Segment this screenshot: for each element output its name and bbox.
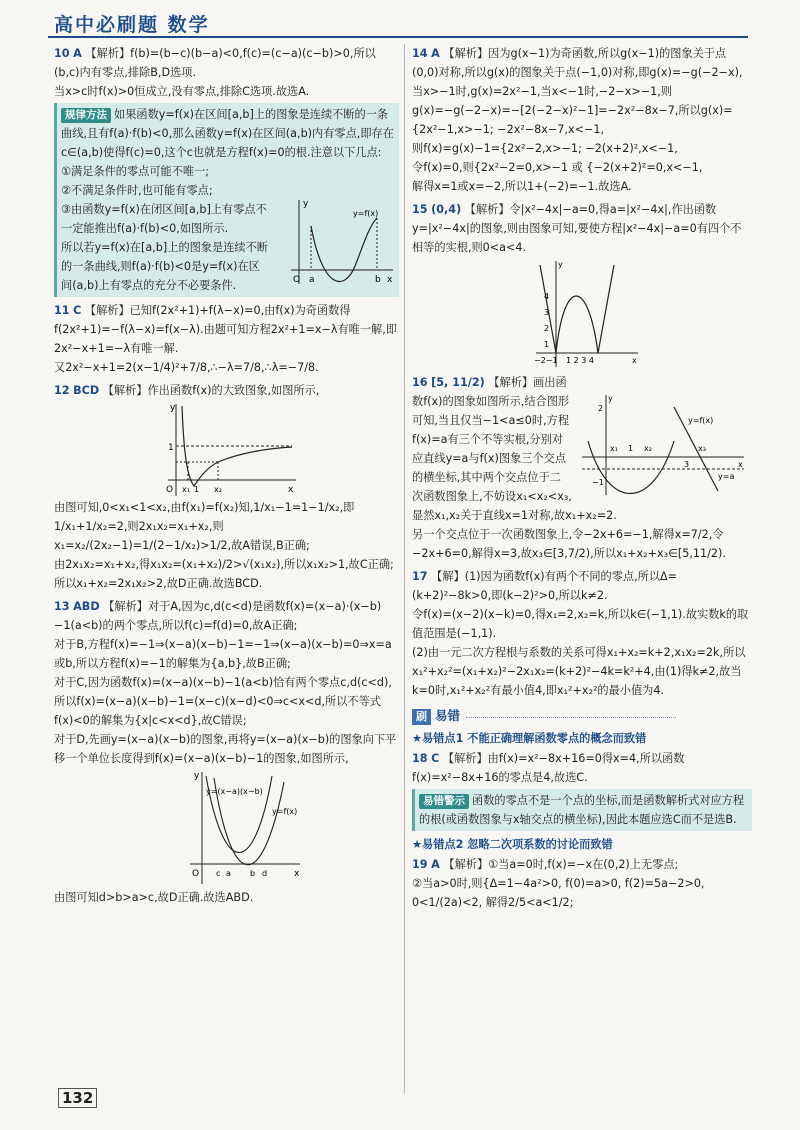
svg-text:1: 1 (628, 444, 634, 453)
tip-figure (283, 196, 397, 288)
column-divider (404, 44, 405, 1094)
svg-text:d: d (262, 869, 268, 878)
q10: 10 A 【解析】f(b)=(b−c)(b−a)<0,f(c)=(c−a)(c−b)>0,所以(b,c)内有零点,排除B,D选项. (54, 47, 376, 79)
svg-text:O: O (192, 869, 200, 879)
q12-cont1: 由图可知,0<x₁<1<x₂,由f(x₁)=f(x₂)知,1/x₁−1=1−1/x₂,即1/x₁+1/x₂=2,则2x₁x₂=x₁+x₂,则x₁=x₂/(2x₂−1)=1/(2−1/x₂)>1/2,故A错误,B正确; (54, 501, 355, 552)
svg-text:a: a (226, 869, 231, 878)
svg-text:x: x (632, 356, 637, 365)
svg-text:2: 2 (544, 324, 550, 333)
q16-figure (578, 391, 748, 499)
svg-text:1: 1 (168, 443, 174, 453)
error-point-2: ★易错点2 忽略二次项系数的讨论而致错 (412, 838, 613, 851)
warning-box: 易错警示 函数的零点不是一个点的坐标,而是函数解析式对应方程的根(或函数图象与x轴交点的横坐标),因此本题应选C而不是选B. (412, 789, 752, 831)
svg-text:a: a (309, 275, 315, 285)
q13-b: 对于B,方程f(x)=−1⇒(x−a)(x−b)−1=−1⇒(x−a)(x−b)=0⇒x=a或b,所以方程f(x)=−1的解集为{a,b},故B正确; (54, 638, 392, 670)
q13-c: 对于C,因为函数f(x)=(x−a)(x−b)−1(a<b)恰有两个零点c,d(c<d),所以f(x)=(x−a)(x−b)−1=(x−c)(x−d)<0⇒c<x<d,所以不等式f(x)<0的解集为{x|c<x<d},故C错误; (54, 676, 392, 727)
svg-text:x₂: x₂ (644, 444, 652, 453)
svg-text:x: x (738, 460, 743, 469)
q16-c: 另一个交点位于一次函数图象上,令−2x+6=−1,解得x=7/2,令−2x+6=0,解得x=3,故x₃∈[3,7/2),所以x₁+x₂+x₃∈[5,11/2). (412, 528, 726, 560)
q12-figure (162, 400, 302, 498)
svg-text:y: y (170, 403, 176, 413)
q15-figure (532, 257, 642, 369)
svg-text:4: 4 (544, 292, 550, 301)
q16-b: 显然x₁,x₂关于直线x=1对称,故x₁+x₂=2. (412, 509, 617, 522)
svg-text:1: 1 (194, 485, 200, 494)
svg-text:1: 1 (544, 340, 550, 349)
tip-curve-label: y=f(x) (353, 209, 379, 218)
q17-b: 令f(x)=(x−2)(x−k)=0,得x₁=2,x₂=k,所以k∈(−1,1).故实数k的取值范围是(−1,1). (412, 608, 749, 640)
q14-d: 解得x=1或x=−2,所以1+(−2)=−1.故选A. (412, 180, 632, 193)
svg-text:y: y (558, 260, 563, 269)
svg-text:1 2 3 4: 1 2 3 4 (566, 356, 594, 365)
q10-cont: 当x>c时f(x)>0恒成立,没有零点,排除C选项.故选A. (54, 85, 310, 98)
q16-curve-label: y=f(x) (688, 416, 714, 425)
warning-tag: 易错警示 (419, 794, 469, 809)
q16: 16 [5, 11/2) 【解析】画出函数f(x)的图象如图所示,结合图形可知,当且仅当−1<a≤0时,方程f(x)=a有三个不等实根,分别对应直线y=a与f(x)图象三个交点的横坐标,其中两个交点位于二次函数图象上,不妨设x₁<x₂<x₃, (412, 376, 572, 503)
svg-text:b: b (250, 869, 256, 878)
q16-line-label: y=a (718, 472, 735, 481)
svg-text:O: O (166, 485, 174, 495)
left-column (54, 44, 399, 907)
svg-text:y: y (194, 771, 200, 781)
q18: 18 C 【解析】由f(x)=x²−8x+16=0得x=4,所以函数f(x)=x²−8x+16的零点是4,故选C. (412, 752, 685, 784)
q12-cont2: 由2x₁x₂=x₁+x₂,得x₁x₂=(x₁+x₂)/2>√(x₁x₂),所以x₁x₂>1,故C正确;所以x₁+x₂=2x₁x₂>2,故D正确.故选BCD. (54, 558, 394, 590)
error-point-1: ★易错点1 不能正确理解函数零点的概念而致错 (412, 732, 647, 745)
q11-cont: 又2x²−x+1=2(x−1/4)²+7/8,∴−λ=7/8,∴λ=−7/8. (54, 361, 319, 374)
method-tip-box: 规律方法 如果函数y=f(x)在区间[a,b]上的图象是连续不断的一条曲线,且有f(a)·f(b)<0,那么函数y=f(x)在区间(a,b)内有零点,即存在c∈(a,b)使得f(c)=0,这个c也就是方程f(x)=0的根.注意以下几点: ①满足条件的零点可能不唯一; ②不满足条件时,也可能有零点; ③由函数y=f(x)在闭区间[a,b]上有零点不一定能推出f(a)·f(b)<0,如图所示. 所以若y=f(x)在[a,b]上的图象是连续不断的一条曲线,则f(a)·f(b)<0是y=f(x)在区间(a,b)上有零点的充分不必要条件. O a b y x y=f(x) (54, 103, 399, 297)
svg-text:3: 3 (544, 308, 550, 317)
header-rule (48, 36, 748, 38)
q11: 11 C 【解析】已知f(2x²+1)+f(λ−x)=0,由f(x)为奇函数得f(2x²+1)=−f(λ−x)=f(x−λ).由题可知方程2x²+1=x−λ有唯一解,即2x²−x+1=−λ有唯一解. (54, 304, 397, 355)
svg-text:x: x (387, 275, 393, 285)
q17-c: (2)由一元二次方程根与系数的关系可得x₁+x₂=k+2,x₁x₂=2k,所以x₁²+x₂²=(x₁+x₂)²−2x₁x₂=(k+2)²−4k=k²+4,由(1)得k≠2,故当k=0时,x₁²+x₂²有最小值4,即x₁²+x₂²的最小值为4. (412, 646, 746, 697)
svg-text:y: y (608, 394, 613, 403)
q13-figure (184, 768, 304, 888)
q14-c: 令f(x)=0,则{2x²−2=0,x>−1 或 {−2(x+2)²=0,x<−1, (412, 161, 703, 174)
q17: 17 【解】(1)因为函数f(x)有两个不同的零点,所以Δ=(k+2)²−8k>0,即(k−2)²>0,所以k≠2. (412, 570, 678, 602)
method-tag: 规律方法 (61, 108, 111, 123)
svg-text:x: x (294, 869, 300, 879)
svg-text:−1: −1 (592, 478, 604, 487)
svg-text:y: y (303, 199, 309, 209)
header-title: 高中必刷题 数学 (54, 14, 210, 36)
q19: 19 A 【解析】①当a=0时,f(x)=−x在(0,2)上无零点; (412, 858, 679, 871)
svg-text:x: x (288, 485, 294, 495)
page-number: 132 (58, 1088, 97, 1108)
svg-text:x₃: x₃ (698, 444, 706, 453)
svg-text:x₁: x₁ (610, 444, 618, 453)
page-header (0, 0, 800, 42)
q13-curve1-label: y=(x−a)(x−b) (206, 787, 263, 796)
svg-text:c: c (216, 869, 221, 878)
error-section-header: 刷 易错 (412, 706, 752, 726)
svg-text:b: b (375, 275, 381, 285)
q15: 15 (0,4) 【解析】令|x²−4x|−a=0,得a=|x²−4x|,作出函数y=|x²−4x|的图象,则由图象可知,要使方程|x²−4x|−a=0有四个不相等的实根,则0<a<4. (412, 203, 742, 254)
q13: 13 ABD 【解析】对于A,因为c,d(c<d)是函数f(x)=(x−a)·(x−b)−1(a<b)的两个零点,所以f(c)=f(d)=0,故A正确; (54, 600, 382, 632)
q13-d: 对于D,先画y=(x−a)(x−b)的图象,再将y=(x−a)(x−b)的图象向下平移一个单位长度得到f(x)=(x−a)(x−b)−1的图象,如图所示, (54, 733, 397, 765)
svg-text:O: O (293, 275, 301, 285)
q14: 14 A 【解析】因为g(x−1)为奇函数,所以g(x−1)的图象关于点(0,0)对称,所以g(x)的图象关于点(−1,0)对称,即g(x)=−g(−2−x),当x>−1时,g(x)=2x²−1,当x<−1时,−2−x>−1,则g(x)=−g(−2−x)=−[2(−2−x)²−1]=−2x²−8x−7,所以g(x)={2x²−1,x>−1; −2x²−8x−7,x<−1, (412, 47, 743, 136)
q13-curve2-label: y=f(x) (272, 807, 298, 816)
right-column (412, 44, 752, 912)
svg-text:x₂: x₂ (214, 485, 222, 494)
svg-text:x₁: x₁ (182, 485, 190, 494)
q13-e: 由图可知d>b>a>c,故D正确.故选ABD. (54, 891, 254, 904)
svg-text:−2−1: −2−1 (534, 356, 558, 365)
q12: 12 BCD 【解析】作出函数f(x)的大致图象,如图所示, (54, 384, 320, 397)
q14-b: 则f(x)=g(x)−1={2x²−2,x>−1; −2(x+2)²,x<−1, (412, 142, 678, 155)
svg-text:2: 2 (598, 404, 604, 413)
svg-text:3: 3 (684, 460, 690, 469)
q19-b: ②当a>0时,则{Δ=1−4a²>0, f(0)=a>0, f(2)=5a−2>0, 0<1/(2a)<2, 解得2/5<a<1/2; (412, 877, 705, 909)
